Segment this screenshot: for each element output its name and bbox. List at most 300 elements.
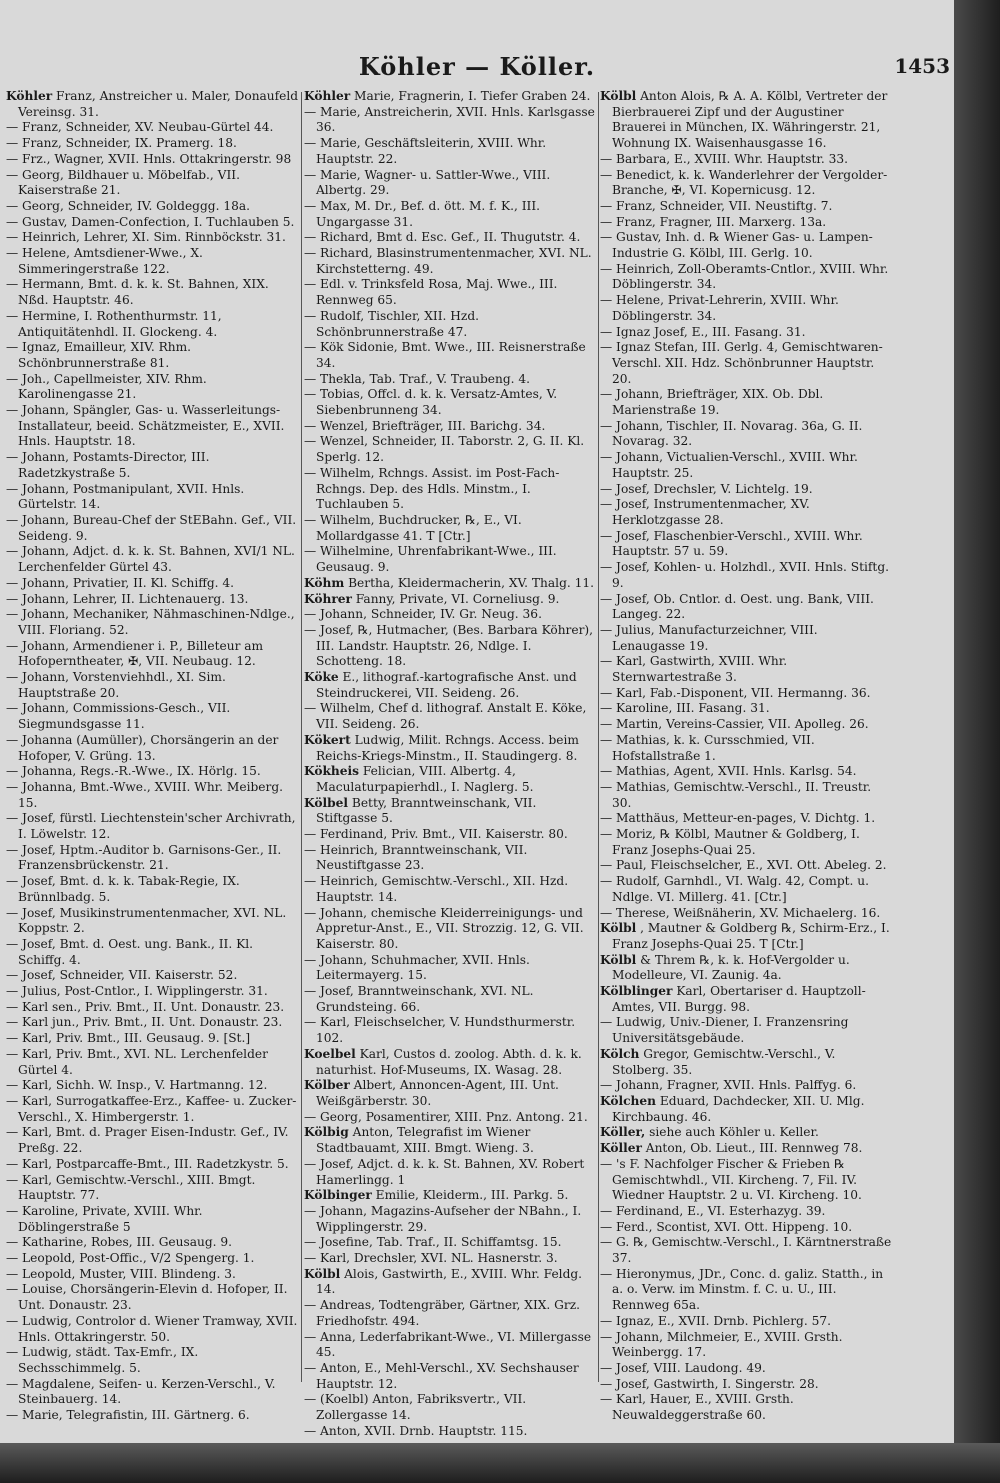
entry-text: Eduard, Dachdecker, XII. U. Mlg. Kirchbaung. 46. — [612, 1094, 865, 1124]
directory-entry — [304, 1251, 596, 1267]
entry-text: — Karl, Fab.-Disponent, VII. Hermanng. 36. — [600, 685, 871, 700]
directory-entry — [6, 1314, 299, 1345]
directory-entry — [6, 780, 299, 811]
directory-entry — [600, 921, 892, 952]
directory-entry — [600, 953, 892, 984]
entry-text: — Johann, Spängler, Gas- u. Wasserleitungs-Installateur, beeid. Schätzmeister, E., XVII. Hnls. Hauptstr. 18. — [6, 403, 285, 449]
entry-text: — Johann, Postmanipulant, XVII. Hnls. Gürtelstr. 14. — [6, 481, 245, 512]
directory-entry — [304, 246, 596, 277]
entry-text: — Rudolf, Garnhdl., VI. Walg. 42, Compt. u. Ndlge. VI. Millerg. 41. [Ctr.] — [600, 874, 869, 904]
entry-text: — Wenzel, Schneider, II. Taborstr. 2, G. II. Kl. Sperlg. 12. — [304, 434, 585, 465]
directory-entry — [304, 623, 596, 670]
entry-text: Marie, Fragnerin, I. Tiefer Graben 24. — [354, 89, 591, 103]
entry-text: — Josef, Bmt. d. k. k. Tabak-Regie, IX. Brünnlbadg. 5. — [6, 874, 240, 904]
directory-entry — [6, 309, 299, 340]
entry-text: — Johann, Adjct. d. k. k. St. Bahnen, XVI/1 NL. Lerchenfelder Gürtel 43. — [6, 544, 295, 575]
directory-entry — [600, 623, 892, 654]
directory-entry — [6, 592, 299, 608]
entry-text: — Josef, Branntweinschank, XVI. NL. Grundsteing. 66. — [304, 984, 534, 1014]
entry-text: — G. ℞, Gemischtw.-Verschl., I. Kärntnerstraße 37. — [600, 1235, 892, 1266]
entry-text: — (Koelbl) Anton, Fabriksvertr., VII. Zollergasse 14. — [304, 1392, 527, 1423]
directory-entry — [304, 277, 596, 308]
entry-text: — Heinrich, Branntweinschank, VII. Neustiftgasse 23. — [304, 842, 528, 873]
directory-entry — [6, 733, 299, 764]
directory-entry — [6, 764, 299, 780]
directory-entry — [600, 293, 892, 324]
entry-text: — Karl, Sichh. W. Insp., V. Hartmanng. 12. — [6, 1078, 268, 1093]
entry-text: — Barbara, E., XVIII. Whr. Hauptstr. 33. — [600, 151, 849, 166]
entry-text: — Josef, Kohlen- u. Holzhdl., XVII. Hnls. Stiftg. 9. — [600, 560, 890, 590]
directory-entry — [304, 701, 596, 732]
entry-text: — Anton, E., Mehl-Verschl., XV. Sechshauser Hauptstr. 12. — [304, 1360, 579, 1391]
directory-entry — [304, 168, 596, 199]
entry-text: — Johanna, Regs.-R.-Wwe., IX. Hörlg. 15. — [6, 764, 261, 779]
entry-surname: Kölbl — [600, 921, 637, 936]
directory-entry — [6, 152, 299, 168]
directory-entry — [6, 1031, 299, 1047]
directory-entry — [600, 811, 892, 827]
directory-entry — [6, 199, 299, 215]
entry-text: — Paul, Fleischselcher, E., XVI. Ott. Abeleg. 2. — [600, 858, 887, 873]
directory-entry — [6, 1377, 299, 1408]
directory-entry — [304, 1015, 596, 1046]
directory-entry — [6, 230, 299, 246]
directory-entry — [600, 827, 892, 858]
entry-text: — Johann, Victualien-Verschl., XVIII. Whr. Hauptstr. 25. — [600, 450, 858, 480]
directory-entry — [6, 874, 299, 905]
entry-text: Felician, VIII. Albertg. 4, Maculaturpapierhdl., I. Naglerg. 5. — [316, 764, 534, 794]
entry-text: — Marie, Anstreicherin, XVII. Hnls. Karlsgasse 36. — [304, 104, 595, 135]
directory-entry — [6, 277, 299, 308]
directory-entry — [600, 654, 892, 685]
entry-surname: Köhm — [304, 575, 345, 590]
entry-text: — Johann, Privatier, II. Kl. Schiffg. 4. — [6, 575, 235, 590]
directory-entry — [304, 419, 596, 435]
entry-text: — Hieronymus, JDr., Conc. d. galiz. Statth., in a. o. Verw. im Minstm. f. C. u. U., III. Rennweg 65a. — [600, 1266, 884, 1313]
entry-text: — Heinrich, Lehrer, XI. Sim. Rinnböckstr. 31. — [6, 230, 286, 245]
entry-surname: Kölbel — [304, 795, 348, 810]
entry-text: — Martin, Vereins-Cassier, VII. Apolleg. 26. — [600, 717, 869, 732]
entry-text: — Benedict, k. k. Wanderlehrer der Vergolder-Branche, ✠, VI. Kopernicusg. 12. — [600, 167, 888, 198]
directory-entry — [304, 576, 596, 592]
directory-entry — [304, 906, 596, 953]
directory-entry — [304, 199, 596, 230]
directory-entry — [304, 843, 596, 874]
entry-text: — Leopold, Muster, VIII. Blindeng. 3. — [6, 1266, 236, 1281]
directory-entry — [6, 701, 299, 732]
directory-entry — [6, 450, 299, 481]
entry-text: — Ferdinand, Priv. Bmt., VII. Kaiserstr. 80. — [304, 827, 568, 842]
directory-entry — [600, 262, 892, 293]
directory-entry — [6, 1282, 299, 1313]
entry-text: — Karl, Hauer, E., XVIII. Grsth. Neuwaldeggerstraße 60. — [600, 1392, 794, 1423]
entry-surname: Köhler — [304, 89, 351, 103]
entry-text: — Mathias, Agent, XVII. Hnls. Karlsg. 54. — [600, 764, 857, 779]
entry-text: — Josef, fürstl. Liechtenstein'scher Archivrath, I. Löwelstr. 12. — [6, 811, 296, 842]
entry-text: — Julius, Post-Cntlor., I. Wipplingerstr. 31. — [6, 984, 268, 999]
entry-text: Bertha, Kleidermacherin, XV. Thalg. 11. — [348, 575, 595, 590]
entry-text: — Johann, Tischler, II. Novarag. 36a, G. II. Novarag. 32. — [600, 418, 863, 449]
directory-entry — [304, 105, 596, 136]
entry-text: Betty, Branntweinschank, VII. Stiftgasse 5. — [316, 795, 537, 826]
directory-entry — [6, 1094, 299, 1125]
entry-text: — Josef, Musikinstrumentenmacher, XVI. NL. Koppstr. 2. — [6, 905, 287, 936]
entry-text: — Franz, Schneider, XV. Neubau-Gürtel 44. — [6, 120, 274, 135]
directory-entry — [6, 246, 299, 277]
entry-text: — Johann, Magazins-Aufseher der NBahn., I. Wipplingerstr. 29. — [304, 1203, 582, 1234]
directory-entry — [6, 670, 299, 701]
entry-surname: Köhrer — [304, 591, 352, 606]
entry-text: Fanny, Private, VI. Corneliusg. 9. — [355, 591, 560, 606]
directory-entry — [304, 372, 596, 388]
directory-entry — [6, 168, 299, 199]
directory-entry — [600, 1235, 892, 1266]
entry-text: — Kök Sidonie, Bmt. Wwe., III. Reisnerstraße 34. — [304, 340, 586, 370]
directory-entry — [600, 1377, 892, 1393]
entry-text: Gregor, Gemischtw.-Verschl., V. Stolberg. 35. — [612, 1046, 836, 1077]
directory-entry — [600, 858, 892, 874]
directory-entry — [304, 953, 596, 984]
directory-entry — [600, 497, 892, 528]
entry-surname: Kölch — [600, 1046, 640, 1061]
directory-entry — [6, 984, 299, 1000]
entry-text: — Josef, Adjct. d. k. k. St. Bahnen, XV. Robert Hamerlingg. 1 — [304, 1156, 585, 1187]
entry-text: — Heinrich, Gemischtw.-Verschl., XII. Hzd. Hauptstr. 14. — [304, 874, 569, 904]
entry-text: — Matthäus, Metteur-en-pages, V. Dichtg. 1. — [600, 811, 876, 826]
entry-text: — Karl, Gastwirth, XVIII. Whr. Sternwartestraße 3. — [600, 654, 788, 685]
entry-text: — Karoline, III. Fasang. 31. — [600, 701, 770, 716]
directory-entry — [304, 89, 596, 105]
entry-text: — Ludwig, städt. Tax-Emfr., IX. Sechsschimmelg. 5. — [6, 1345, 199, 1375]
entry-text: — Tobias, Offcl. d. k. k. Versatz-Amtes, V. Siebenbrunneng 34. — [304, 387, 558, 418]
directory-entry — [6, 968, 299, 984]
entry-surname: Kölblinger — [600, 984, 673, 999]
directory-entry — [600, 1220, 892, 1236]
entry-surname: Kölbl — [600, 952, 637, 967]
column-2 — [304, 89, 596, 1438]
entry-surname: Kökheis — [304, 764, 360, 779]
entry-text: — Ignaz Josef, E., III. Fasang. 31. — [600, 324, 806, 339]
directory-entry — [600, 1361, 892, 1377]
directory-entry — [304, 733, 596, 764]
directory-entry — [600, 482, 892, 498]
directory-entry — [304, 764, 596, 795]
entry-text: — Karl jun., Priv. Bmt., II. Unt. Donaustr. 23. — [6, 1015, 283, 1030]
entry-text: — Max, M. Dr., Bef. d. ött. M. f. K., III. Ungargasse 31. — [304, 198, 541, 229]
directory-entry — [304, 827, 596, 843]
entry-text: Ludwig, Milit. Rchngs. Access. beim Reichs-Kriegs-Minstm., II. Staudingerg. 8. — [316, 732, 579, 763]
entry-text: — Ignaz, Emailleur, XIV. Rhm. Schönbrunnerstraße 81. — [6, 340, 192, 370]
entry-text: — Johann, Fragner, XVII. Hnls. Palffyg. 6. — [600, 1078, 857, 1093]
directory-entry — [600, 1204, 892, 1220]
directory-entry — [6, 811, 299, 842]
directory-entry — [600, 230, 892, 261]
directory-entry — [600, 340, 892, 387]
directory-entry — [600, 89, 892, 152]
entry-text: — Wilhelmine, Uhrenfabrikant-Wwe., III. Geusaug. 9. — [304, 544, 557, 575]
directory-entry — [600, 733, 892, 764]
directory-entry — [304, 230, 596, 246]
entry-surname: Kölbl — [304, 1266, 341, 1281]
directory-entry — [600, 387, 892, 418]
directory-entry — [304, 513, 596, 544]
directory-entry — [600, 717, 892, 733]
directory-entry — [6, 1267, 299, 1283]
directory-entry — [600, 1267, 892, 1314]
directory-entry — [600, 906, 892, 922]
directory-entry — [6, 1047, 299, 1078]
entry-text: — Louise, Chorsängerin-Elevin d. Hofoper, II. Unt. Donaustr. 23. — [6, 1282, 288, 1313]
directory-entry — [304, 434, 596, 465]
directory-entry — [600, 450, 892, 481]
entry-text: — Johann, chemische Kleiderreinigungs- und Appretur-Anst., E., VII. Strozzig. 12, G. VII. Kaiserstr. 80. — [304, 905, 584, 951]
entry-text: — Wilhelm, Chef d. lithograf. Anstalt E. Köke, VII. Seideng. 26. — [304, 701, 587, 732]
entry-text: — Marie, Telegrafistin, III. Gärtnerg. 6. — [6, 1408, 250, 1423]
entry-text: — Johann, Milchmeier, E., XVIII. Grsth. Weinbergg. 17. — [600, 1329, 843, 1360]
directory-entry — [304, 1157, 596, 1188]
entry-text: Alois, Gastwirth, E., XVIII. Whr. Feldg. 14. — [316, 1266, 583, 1297]
entry-text: — 's F. Nachfolger Fischer & Frieben ℞ Gemischtwhdl., VII. Kircheng. 7, Fil. IV. Wiedner Hauptstr. 2 u. VI. Kircheng. 10. — [600, 1156, 862, 1203]
entry-text: — Karl, Drechsler, XVI. NL. Hasnerstr. 3. — [304, 1251, 558, 1266]
entry-text: — Josefine, Tab. Traf., II. Schiffamtsg. 15. — [304, 1235, 562, 1250]
entry-text: — Magdalene, Seifen- u. Kerzen-Verschl., V. Steinbauerg. 14. — [6, 1376, 276, 1407]
entry-text: — Therese, Weißnäherin, XV. Michaelerg. 16. — [600, 905, 881, 920]
directory-entry — [600, 152, 892, 168]
entry-text: Anton, Ob. Lieut., III. Rennweg 78. — [645, 1141, 863, 1156]
entry-text: Anton, Telegrafist im Wiener Stadtbauamt, XIII. Bmgt. Wieng. 3. — [316, 1125, 534, 1156]
directory-entry — [6, 906, 299, 937]
entry-text: — Wilhelm, Buchdrucker, ℞, E., VI. Mollardgasse 41. T [Ctr.] — [304, 512, 522, 543]
directory-entry — [304, 1330, 596, 1361]
entry-text: — Johann, Schneider, IV. Gr. Neug. 36. — [304, 607, 542, 622]
entry-text: Anton Alois, ℞ A. A. Kölbl, Vertreter der Bierbrauerei Zipf und der Augustiner Brauerei in München, IX. Währingerstr. 21, Wohnung IX. Waisenhausgasse 16. — [612, 89, 888, 151]
entry-text: — Georg, Bildhauer u. Möbelfab., VII. Kaiserstraße 21. — [6, 167, 240, 198]
entry-text: — Karl, Postparcaffe-Bmt., III. Radetzkystr. 5. — [6, 1156, 289, 1171]
entry-text: Franz, Anstreicher u. Maler, Donaufeld Vereinsg. 31. — [18, 89, 299, 119]
directory-entry — [304, 1392, 596, 1423]
directory-entry — [304, 592, 596, 608]
column-1 — [6, 89, 299, 1423]
entry-text: — Johann, Vorstenviehhdl., XI. Sim. Hauptstraße 20. — [6, 670, 226, 700]
directory-entry — [304, 1361, 596, 1392]
directory-entry — [6, 639, 299, 670]
directory-entry — [304, 340, 596, 371]
column-divider — [301, 92, 302, 1382]
entry-surname: Kölbig — [304, 1125, 349, 1140]
entry-text: — Gustav, Damen-Confection, I. Tuchlauben 5. — [6, 214, 295, 229]
entry-text: E., lithograf.-kartografische Anst. und Steindruckerei, VII. Seideng. 26. — [316, 670, 577, 700]
directory-entry — [304, 1125, 596, 1156]
directory-entry — [304, 1267, 596, 1298]
directory-entry — [6, 1173, 299, 1204]
entry-surname: Kölchen — [600, 1094, 656, 1108]
directory-entry — [304, 1078, 596, 1109]
directory-entry — [600, 1047, 892, 1078]
entry-text: Albert, Annoncen-Agent, III. Unt. Weißgärberstr. 30. — [316, 1078, 559, 1108]
column-3 — [600, 89, 892, 1423]
entry-text: — Johann, Briefträger, XIX. Ob. Dbl. Marienstraße 19. — [600, 387, 824, 418]
directory-entry — [600, 686, 892, 702]
directory-entry — [600, 529, 892, 560]
directory-entry — [304, 874, 596, 905]
entry-surname: Köke — [304, 670, 339, 685]
directory-entry — [600, 325, 892, 341]
page-number: 1453 — [894, 54, 950, 78]
directory-entry — [304, 1298, 596, 1329]
directory-entry — [6, 1125, 299, 1156]
entry-text: — Joh., Capellmeister, XIV. Rhm. Karolinengasse 21. — [6, 371, 207, 402]
directory-entry — [6, 1204, 299, 1235]
entry-text: — Marie, Wagner- u. Sattler-Wwe., VIII. Albertg. 29. — [304, 167, 551, 198]
entry-text: — Franz, Schneider, IX. Pramerg. 18. — [6, 136, 237, 151]
scan-edge-bottom — [0, 1443, 1000, 1483]
entry-text: — Karl, Gemischtw.-Verschl., XIII. Bmgt. Hauptstr. 77. — [6, 1172, 256, 1203]
entry-text: — Mathias, Gemischtw.-Verschl., II. Treustr. 30. — [600, 779, 872, 810]
entry-text: Karl, Custos d. zoolog. Abth. d. k. k. naturhist. Hof-Museums, IX. Wasag. 28. — [316, 1046, 582, 1077]
directory-entry — [304, 607, 596, 623]
entry-text: & Threm ℞, k. k. Hof-Vergolder u. Modelleure, VI. Zaunig. 4a. — [612, 952, 850, 983]
entry-text: — Ignaz Stefan, III. Gerlg. 4, Gemischtwaren-Verschl. XII. Hdz. Schönbrunner Hauptstr. 20. — [600, 340, 883, 386]
directory-entry — [600, 1078, 892, 1094]
entry-text: — Wenzel, Briefträger, III. Barichg. 34. — [304, 418, 546, 433]
directory-entry — [6, 215, 299, 231]
directory-entry — [600, 780, 892, 811]
entry-text: — Hermann, Bmt. d. k. k. St. Bahnen, XIX. Nßd. Hauptstr. 46. — [6, 277, 269, 308]
entry-surname: Kölbl — [600, 89, 637, 103]
entry-text: — Josef, Bmt. d. Oest. ung. Bank., II. Kl. Schiffg. 4. — [6, 936, 253, 967]
entry-text: Karl, Obertariser d. Hauptzoll-Amtes, VII. Burgg. 98. — [612, 984, 866, 1014]
entry-text: , Mautner & Goldberg ℞, Schirm-Erz., I. Franz Josephs-Quai 25. T [Ctr.] — [612, 921, 890, 951]
entry-text: — Ignaz, E., XVII. Drnb. Pichlerg. 57. — [600, 1313, 831, 1328]
entry-text: — Josef, Hptm.-Auditor b. Garnisons-Ger., II. Franzensbrückenstr. 21. — [6, 842, 282, 873]
directory-entry — [600, 419, 892, 450]
directory-entry — [6, 937, 299, 968]
directory-entry — [304, 1047, 596, 1078]
entry-text: — Helene, Privat-Lehrerin, XVIII. Whr. Döblingerstr. 34. — [600, 293, 839, 323]
entry-surname: Kölber — [304, 1078, 350, 1093]
directory-entry — [304, 1235, 596, 1251]
entry-text: — Leopold, Post-Offic., V/2 Spengerg. 1. — [6, 1251, 255, 1266]
entry-text: — Ferdinand, E., VI. Esterhazyg. 39. — [600, 1203, 826, 1218]
entry-surname: Kölbinger — [304, 1188, 372, 1203]
entry-text: — Georg, Schneider, IV. Goldeggg. 18a. — [6, 198, 250, 213]
page-header — [0, 52, 954, 88]
directory-entry — [600, 1094, 892, 1125]
entry-text: — Johann, Commissions-Gesch., VII. Siegmundsgasse 11. — [6, 701, 231, 732]
entry-text: — Josef, Schneider, VII. Kaiserstr. 52. — [6, 968, 238, 983]
entry-text: — Josef, Instrumentenmacher, XV. Herklotzgasse 28. — [600, 497, 810, 527]
entry-text: — Anton, XVII. Drnb. Hauptstr. 115. — [304, 1423, 528, 1438]
directory-entry — [6, 372, 299, 403]
entry-text: — Johann, Armendiener i. P., Billeteur am Hofoperntheater, ✠, VII. Neubaug. 12. — [6, 638, 264, 669]
entry-text: — Josef, Drechsler, V. Lichtelg. 19. — [600, 481, 813, 496]
entry-text: — Frz., Wagner, XVII. Hnls. Ottakringerstr. 98 — [6, 151, 292, 166]
directory-entry — [6, 843, 299, 874]
entry-surname: Kökert — [304, 732, 351, 747]
entry-text: — Karl, Priv. Bmt., XVI. NL. Lerchenfelder Gürtel 4. — [6, 1046, 268, 1077]
entry-text: — Johann, Postamts-Director, III. Radetzkystraße 5. — [6, 450, 210, 480]
directory-entry — [304, 309, 596, 340]
entry-text: — Hermine, I. Rothenthurmstr. 11, Antiquitätenhdl. II. Glockeng. 4. — [6, 308, 222, 339]
directory-entry — [600, 764, 892, 780]
directory-entry — [600, 1314, 892, 1330]
directory-entry — [6, 89, 299, 120]
entry-text: — Mathias, k. k. Cursschmied, VII. Hofstallstraße 1. — [600, 732, 815, 763]
page-title: Köhler — Köller. — [358, 52, 596, 81]
entry-surname: Köhler — [6, 89, 53, 103]
entry-text: — Richard, Blasinstrumentenmacher, XVI. NL. Kirchstetterng. 49. — [304, 246, 592, 276]
entry-text: — Gustav, Inh. d. ℞ Wiener Gas- u. Lampen-Industrie G. Kölbl, III. Gerlg. 10. — [600, 230, 873, 261]
directory-entry — [6, 1408, 299, 1424]
entry-text: — Josef, Flaschenbier-Verschl., XVIII. Whr. Hauptstr. 57 u. 59. — [600, 528, 863, 559]
entry-text: — Josef, VIII. Laudong. 49. — [600, 1360, 766, 1375]
entry-text: — Karl, Fleischselcher, V. Hundsthurmerstr. 102. — [304, 1015, 576, 1046]
directory-entry — [6, 513, 299, 544]
entry-surname: Koelbel — [304, 1046, 356, 1061]
directory-entry — [600, 1015, 892, 1046]
directory-entry — [6, 607, 299, 638]
entry-text: — Moriz, ℞ Kölbl, Mautner & Goldberg, I. Franz Josephs-Quai 25. — [600, 827, 860, 857]
entry-surname: Köller — [600, 1141, 642, 1156]
entry-text: — Richard, Bmt d. Esc. Gef., II. Thugutstr. 4. — [304, 230, 581, 245]
entry-text: — Karl, Bmt. d. Prager Eisen-Industr. Gef., IV. Preßg. 22. — [6, 1125, 289, 1156]
directory-entry — [6, 403, 299, 450]
entry-text: — Heinrich, Zoll-Oberamts-Cntlor., XVIII. Whr. Döblingerstr. 34. — [600, 261, 889, 292]
directory-entry — [304, 670, 596, 701]
directory-entry — [600, 1141, 892, 1157]
entry-text: — Marie, Geschäftsleiterin, XVIII. Whr. Hauptstr. 22. — [304, 136, 547, 166]
entry-surname: Köller, — [600, 1125, 646, 1140]
entry-text: — Johann, Schuhmacher, XVII. Hnls. Leitermayerg. 15. — [304, 952, 530, 983]
entry-text: — Wilhelm, Rchngs. Assist. im Post-Fach-Rchngs. Dep. des Hdls. Minstm., I. Tuchlauben 5. — [304, 465, 560, 512]
entry-text: — Johann, Mechaniker, Nähmaschinen-Ndlge., VIII. Floriang. 52. — [6, 607, 295, 637]
directory-entry — [6, 1235, 299, 1251]
directory-entry — [6, 136, 299, 152]
directory-entry — [600, 168, 892, 199]
entry-text: — Karl, Surrogatkaffee-Erz., Kaffee- u. Zucker-Verschl., X. Himbergerstr. 1. — [6, 1094, 297, 1124]
entry-text: — Josef, Ob. Cntlor. d. Oest. ung. Bank, VIII. Langeg. 22. — [600, 591, 874, 622]
entry-text: siehe auch Köhler u. Keller. — [649, 1125, 819, 1140]
directory-entry — [304, 136, 596, 167]
entry-text: — Anna, Lederfabrikant-Wwe., VI. Millergasse 45. — [304, 1329, 592, 1360]
entry-text: — Edl. v. Trinksfeld Rosa, Maj. Wwe., III. Rennweg 65. — [304, 277, 558, 308]
directory-entry — [600, 701, 892, 717]
entry-text: — Georg, Posamentirer, XIII. Pnz. Antong. 21. — [304, 1109, 588, 1124]
entry-text: — Karl sen., Priv. Bmt., II. Unt. Donaustr. 23. — [6, 999, 285, 1014]
directory-entry — [6, 544, 299, 575]
entry-text: — Franz, Schneider, VII. Neustiftg. 7. — [600, 198, 833, 213]
directory-entry — [304, 1424, 596, 1440]
directory-entry — [304, 984, 596, 1015]
directory-entry — [6, 1157, 299, 1173]
directory-entry — [6, 340, 299, 371]
directory-entry — [304, 1204, 596, 1235]
entry-text: — Karl, Priv. Bmt., III. Geusaug. 9. [St.] — [6, 1031, 251, 1046]
directory-entry — [6, 1000, 299, 1016]
directory-entry — [304, 1110, 596, 1126]
entry-text: — Helene, Amtsdiener-Wwe., X. Simmeringerstraße 122. — [6, 246, 203, 276]
column-divider — [598, 92, 599, 1382]
directory-entry — [304, 796, 596, 827]
directory-entry — [304, 544, 596, 575]
directory-entry — [6, 1078, 299, 1094]
directory-entry — [600, 1157, 892, 1204]
entry-text: Emilie, Kleiderm., III. Parkg. 5. — [375, 1188, 569, 1203]
directory-entry — [304, 466, 596, 513]
entry-text: — Josef, ℞, Hutmacher, (Bes. Barbara Köhrer), III. Landstr. Hauptstr. 26, Ndlge. I. Schotteng. 18. — [304, 622, 594, 669]
directory-entry — [600, 1125, 892, 1141]
directory-entry — [600, 215, 892, 231]
